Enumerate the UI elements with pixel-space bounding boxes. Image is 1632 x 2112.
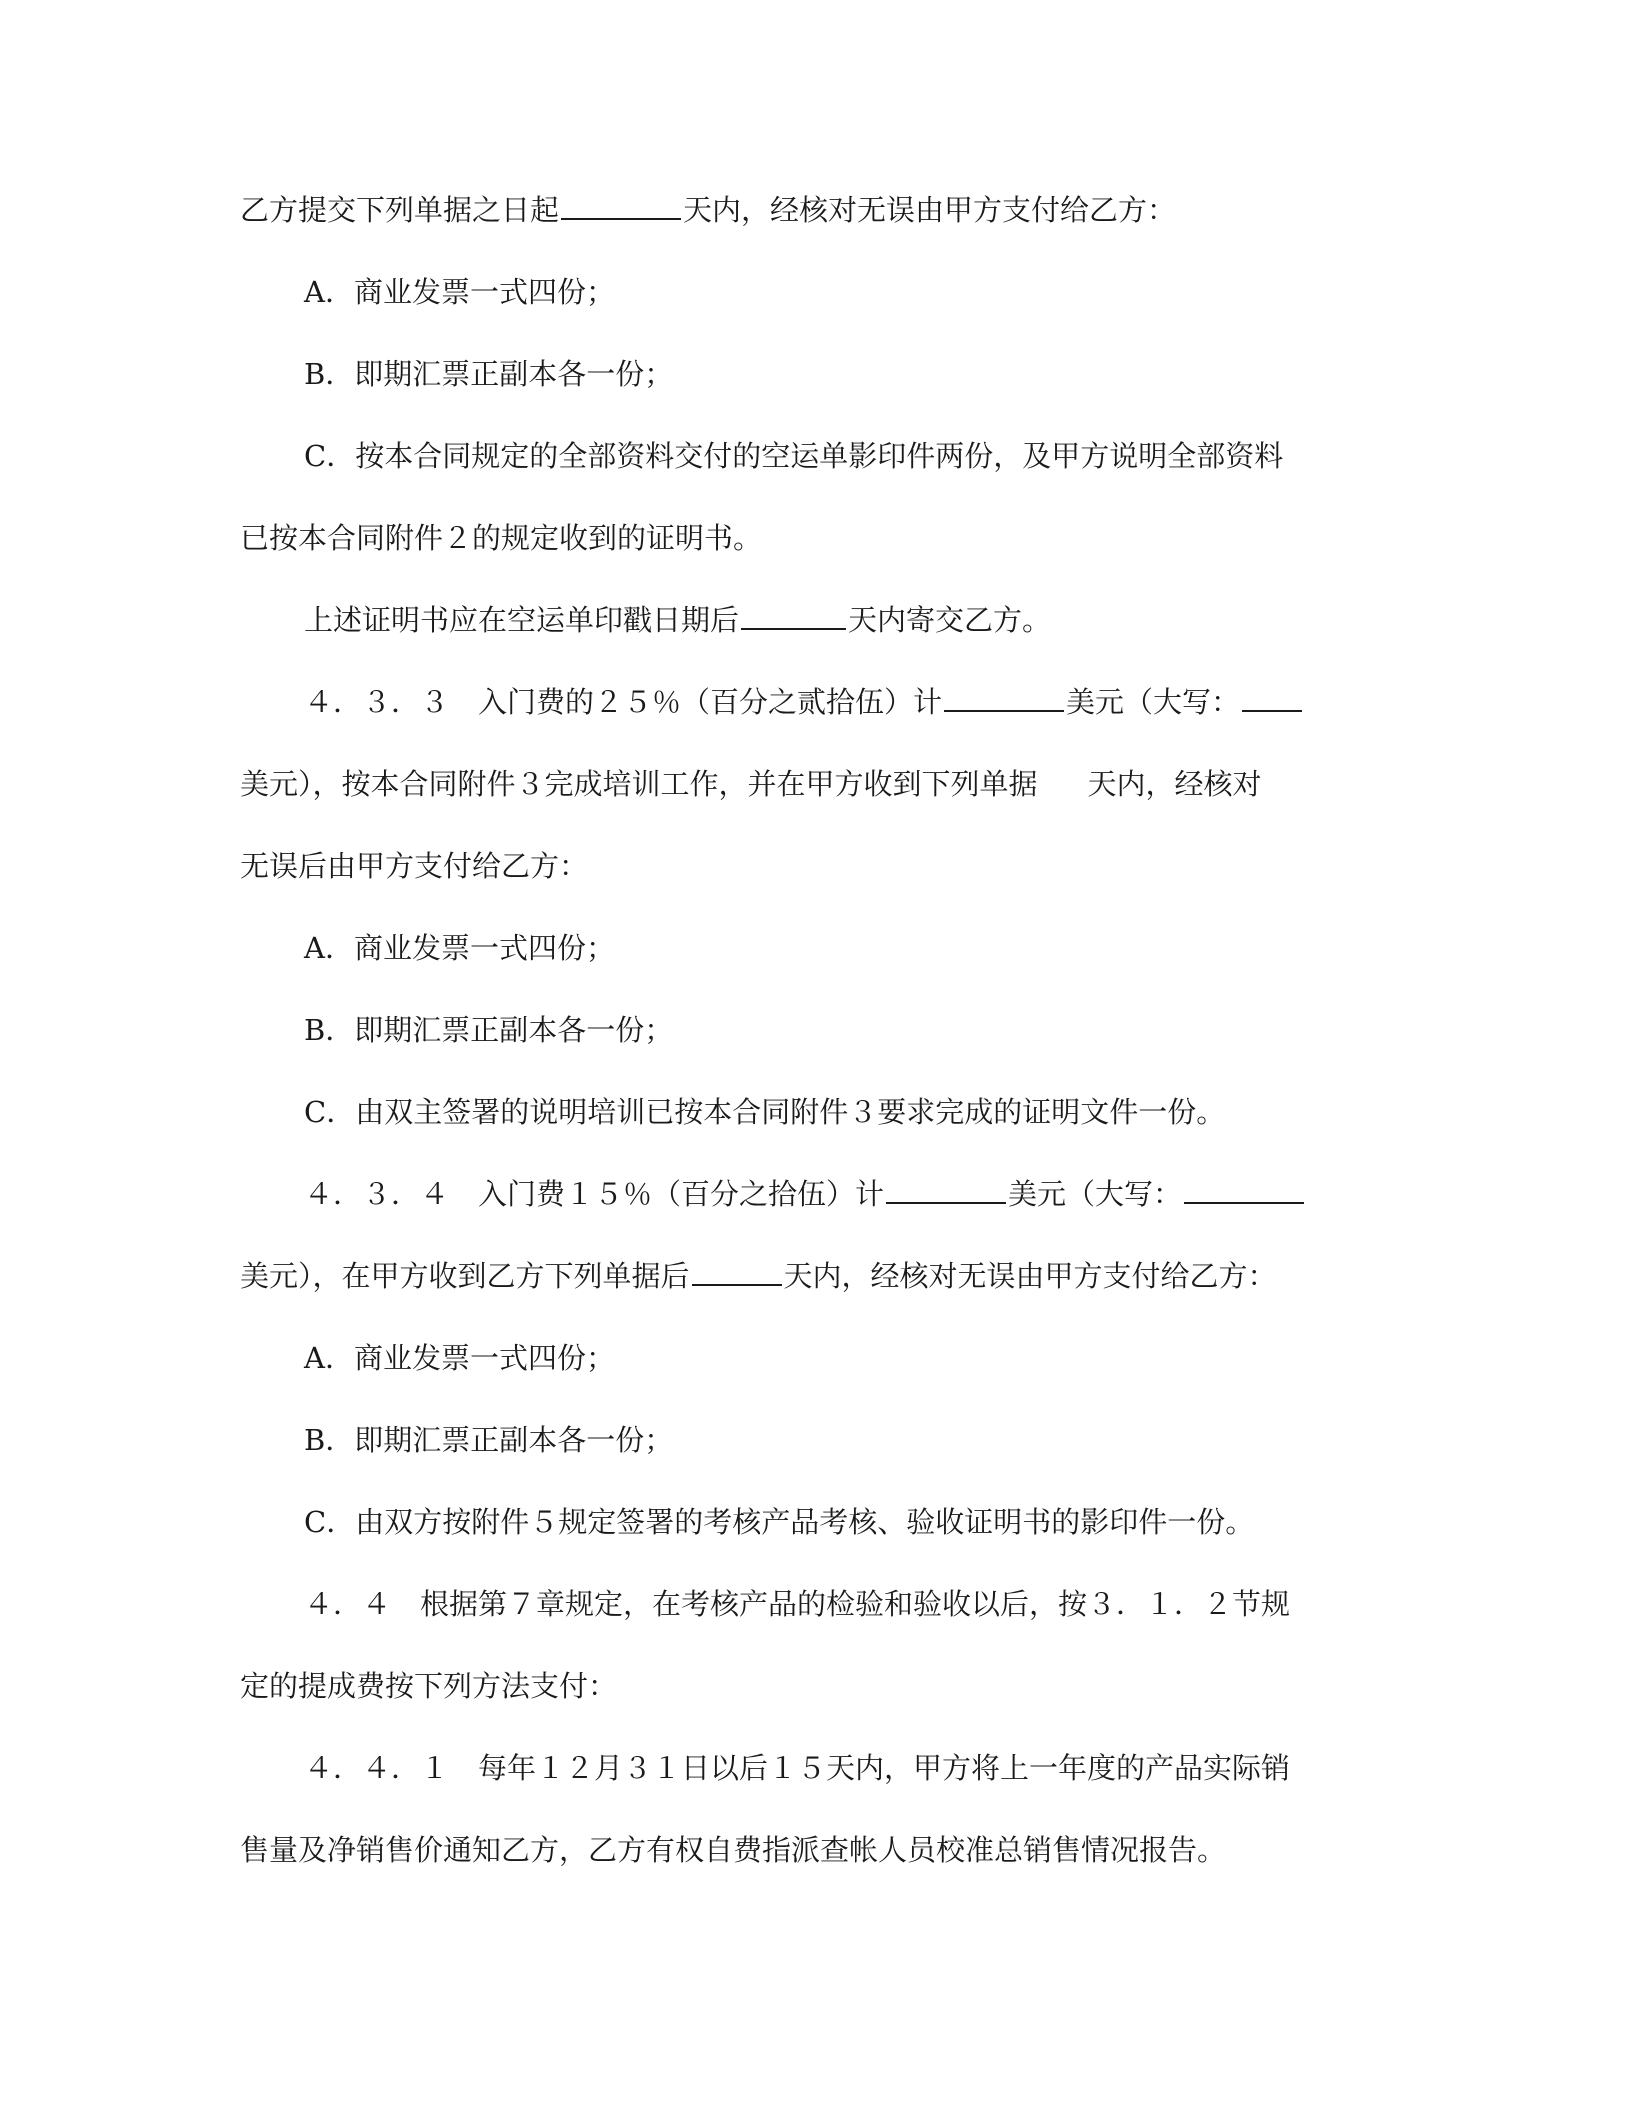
list-item <box>240 262 1454 322</box>
text-segment: 美元），在甲方收到乙方下列单据后 <box>240 1259 690 1293</box>
paragraph-line <box>240 1820 1390 1880</box>
list-item <box>240 1492 1454 1552</box>
text-segment: 美元（大写： <box>1008 1177 1183 1211</box>
text-segment: 天内，经核对 <box>1087 767 1262 801</box>
fill-in-blank <box>886 1180 1006 1204</box>
text-segment: 美元），按本合同附件３完成培训工作，并在甲方收到下列单据 <box>240 767 1038 801</box>
text-segment: 乙方提交下列单据之日起 <box>240 193 560 227</box>
list-item <box>240 1328 1454 1388</box>
text-segment: B．即期汇票正副本各一份； <box>304 1423 674 1457</box>
clause-heading <box>240 1574 1454 1634</box>
clause-heading <box>240 1164 1454 1224</box>
fill-in-blank <box>944 688 1064 712</box>
fill-in-blank <box>1184 1180 1304 1204</box>
text-segment: A．商业发票一式四份； <box>304 1341 615 1375</box>
paragraph-line <box>240 590 1454 650</box>
paragraph-line <box>240 1656 1390 1716</box>
text-segment: 已按本合同附件２的规定收到的证明书。 <box>240 521 763 555</box>
text-segment: B．即期汇票正副本各一份； <box>304 1013 674 1047</box>
list-item <box>240 918 1454 978</box>
text-segment: A．商业发票一式四份； <box>304 931 615 965</box>
text-segment: 天内，经核对无误由甲方支付给乙方： <box>683 193 1177 227</box>
text-segment: C．由双主签署的说明培训已按本合同附件３要求完成的证明文件一份。 <box>304 1095 1226 1129</box>
clause-heading <box>240 1738 1454 1798</box>
text-segment: ４．３．４ 入门费１５％（百分之拾伍）计 <box>304 1177 885 1211</box>
text-segment: 上述证明书应在空运单印戳日期后 <box>304 603 740 637</box>
text-segment: ４．３．３ 入门费的２５％（百分之贰拾伍）计 <box>304 685 943 719</box>
list-item <box>240 1082 1454 1142</box>
fill-in-blank <box>1242 688 1302 712</box>
text-segment: ４．４ 根据第７章规定，在考核产品的检验和验收以后，按３．１．２节规 <box>304 1587 1291 1621</box>
text-segment: C．按本合同规定的全部资料交付的空运单影印件两份，及甲方说明全部资料 <box>304 439 1284 473</box>
text-segment: 定的提成费按下列方法支付： <box>240 1669 618 1703</box>
text-segment: B．即期汇票正副本各一份； <box>304 357 674 391</box>
paragraph-line <box>240 836 1390 896</box>
paragraph-line <box>240 508 1390 568</box>
fill-in-blank <box>561 196 681 220</box>
paragraph-line <box>240 1246 1390 1306</box>
list-item <box>240 426 1454 486</box>
fill-in-blank <box>692 1262 782 1286</box>
text-segment: 售量及净销售价通知乙方，乙方有权自费指派查帐人员校准总销售情况报告。 <box>240 1833 1227 1867</box>
text-segment: 无误后由甲方支付给乙方： <box>240 849 589 883</box>
text-segment: ４．４．１ 每年１２月３１日以后１５天内，甲方将上一年度的产品实际销 <box>304 1751 1291 1785</box>
text-segment: A．商业发票一式四份； <box>304 275 615 309</box>
text-segment: 天内，经核对无误由甲方支付给乙方： <box>783 1259 1277 1293</box>
list-item <box>240 1410 1454 1470</box>
paragraph-line <box>240 180 1390 240</box>
list-item <box>240 1000 1454 1060</box>
text-segment: 天内寄交乙方。 <box>848 603 1052 637</box>
text-segment: C．由双方按附件５规定签署的考核产品考核、验收证明书的影印件一份。 <box>304 1505 1255 1539</box>
text-segment: 美元（大写： <box>1066 685 1241 719</box>
fill-in-blank <box>741 606 846 630</box>
list-item <box>240 344 1454 404</box>
clause-heading <box>240 672 1454 732</box>
paragraph-line <box>240 754 1390 814</box>
